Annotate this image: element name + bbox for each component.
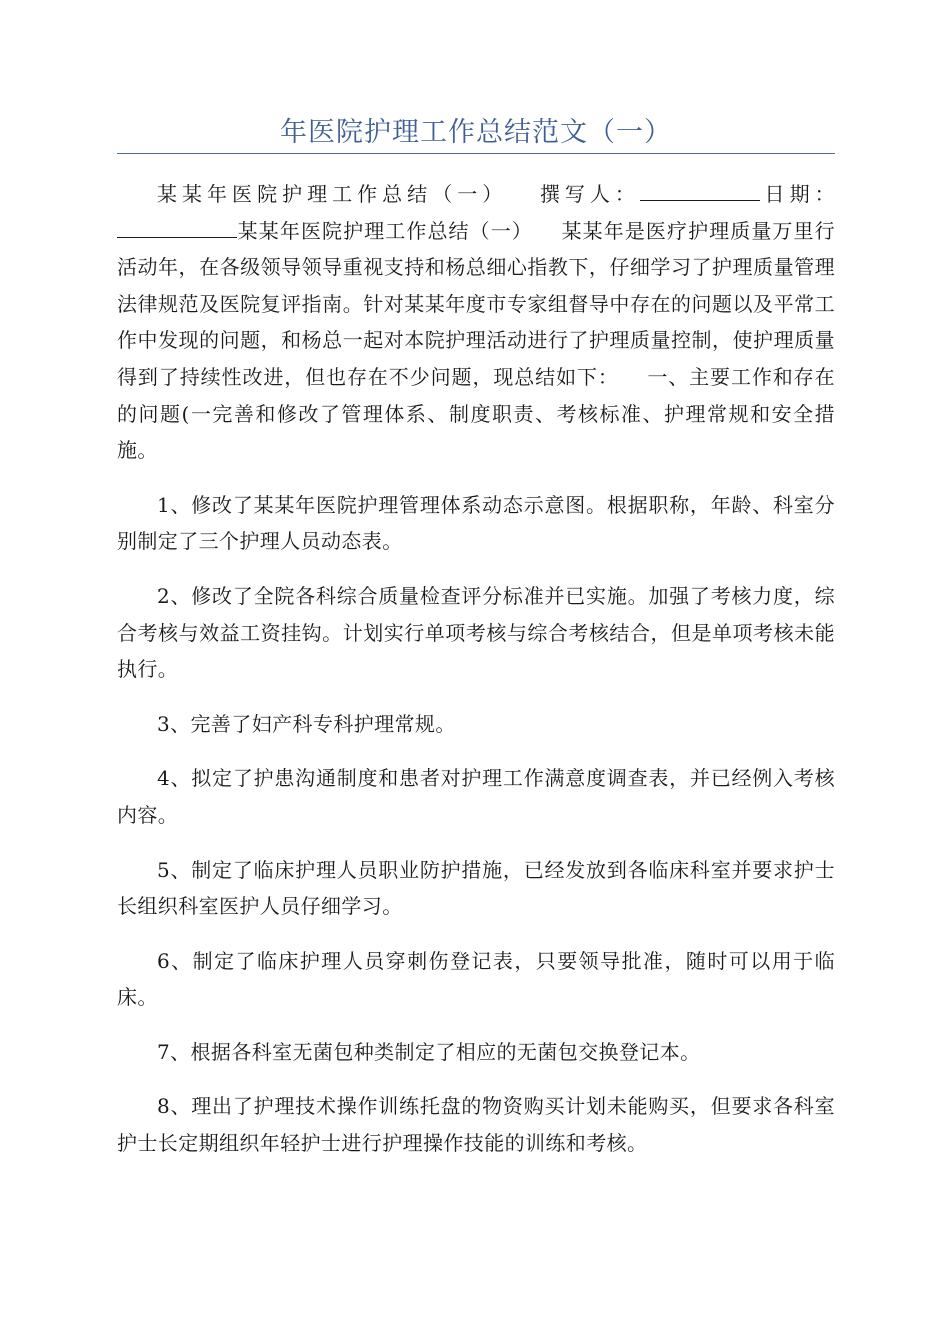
list-item: 6、制定了临床护理人员穿刺伤登记表，只要领导批准，随时可以用于临床。 (117, 948, 835, 1010)
section-heading: 一、主要工作和存在的问题(一完善和修改了管理体系、制度职责、考核标准、护理常规和安全措施。 (117, 364, 835, 463)
list-item: 5、制定了临床护理人员职业防护措施，已经发放到各临床科室并要求护士长组织科室医护人员仔细学习。 (117, 857, 835, 919)
list-item: 1、修改了某某年医院护理管理体系动态示意图。根据职称，年龄、科室分别制定了三个护理人员动态表。 (117, 492, 835, 554)
intro-subheading: 某某年医院护理工作总结（一） (237, 218, 533, 243)
list-item: 8、理出了护理技术操作训练托盘的物资购买计划未能购买，但要求各科室护士长定期组织年轻护士进行护理操作技能的训练和考核。 (117, 1094, 835, 1156)
list-item: 4、拟定了护患沟通制度和患者对护理工作满意度调查表，并已经例入考核内容。 (117, 766, 835, 827)
date-blank-field (117, 217, 237, 238)
document-page (117, 0, 835, 1162)
list-item: 3、完善了妇产科专科护理常规。 (157, 711, 456, 736)
list-item: 2、修改了全院各科综合质量检查评分标准并已实施。加强了考核力度，综合考核与效益工资挂钩。计划实行单项考核与综合考核结合，但是单项考核未能执行。 (117, 583, 835, 682)
title-underline (117, 153, 835, 154)
date-label: 日期： (759, 182, 835, 206)
author-label: 撰写人： (535, 182, 640, 206)
author-blank-field (640, 180, 760, 201)
intro-body: 某某年是医疗护理质量万里行活动年，在各级领导领导重视支持和杨总细心指教下，仔细学习了护理质量管理法律规范及医院复评指南。针对某某年度市专家组督导中存在的问题以及平常工作中发现的问题，和杨总一起对本院护理活动进行了护理质量控制，使护理质量得到了持续性改进，但也存在不少问题，现总结如下： (117, 218, 835, 389)
intro-paragraph (117, 176, 835, 469)
list-item: 7、根据各科室无菌包种类制定了相应的无菌包交换登记本。 (157, 1039, 701, 1064)
intro-heading: 某某年医院护理工作总结（一） (157, 182, 508, 206)
document-title: 年医院护理工作总结范文（一） (280, 117, 672, 148)
